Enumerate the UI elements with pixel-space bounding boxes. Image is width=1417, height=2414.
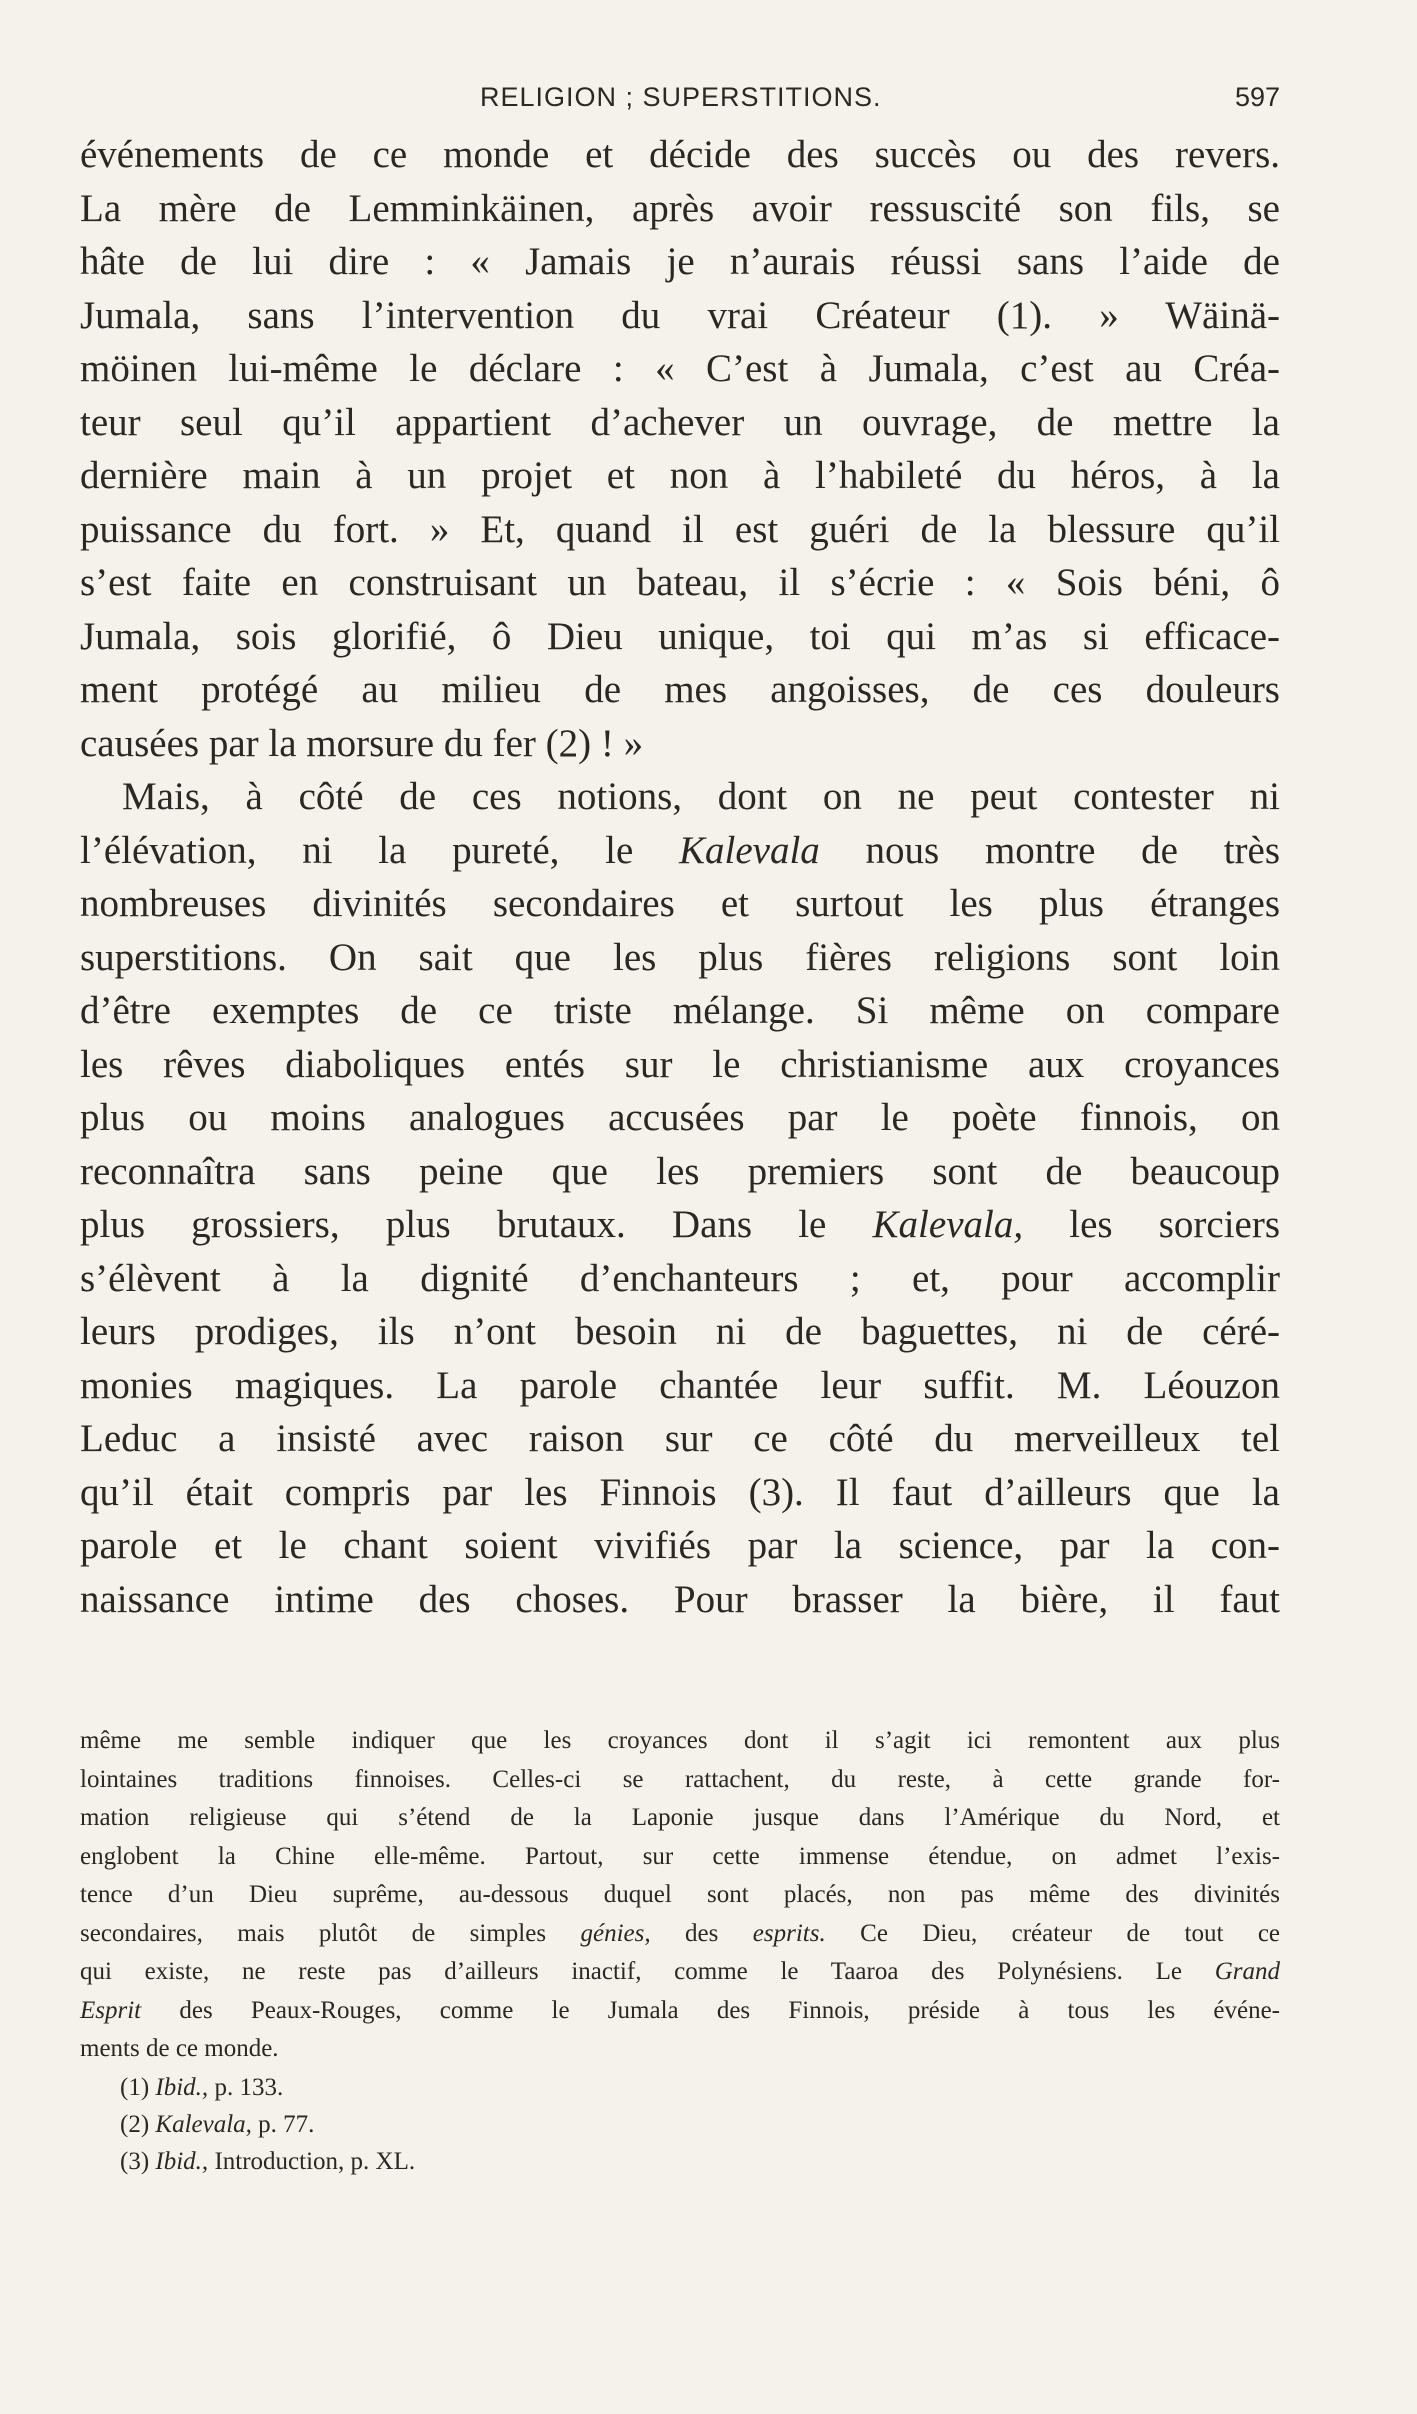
- main-text: [80, 128, 1280, 1626]
- footnote-line: [80, 1915, 1280, 1954]
- text-line: La mère de Lemminkäinen, après avoir ressuscité son fils, se: [80, 186, 1280, 230]
- page-number: 597: [1234, 82, 1280, 112]
- text-line: s’élèvent à la dignité d’enchanteurs ; et, pour accomplir: [80, 1256, 1280, 1300]
- italic-word: esprits.: [752, 1919, 826, 1947]
- running-title: RELIGION ; SUPERSTITIONS.: [480, 82, 882, 112]
- italic-word: Esprit: [80, 1996, 142, 2024]
- text-segment: des: [685, 1919, 719, 1947]
- text-line: teur seul qu’il appartient d’achever un ouvrage, de mettre la: [80, 400, 1280, 444]
- text-line: [80, 1198, 1280, 1252]
- footnote-text: Introduction, p. XL.: [214, 2147, 416, 2175]
- footnote-1: [80, 2069, 1280, 2106]
- footnote-line: [80, 1953, 1280, 1992]
- italic-word: Grand: [1214, 1958, 1281, 1985]
- text-line: s’est faite en construisant un bateau, il s’écrie : « Sois béni, ô: [80, 561, 1280, 604]
- footnote-line: tence d’un Dieu suprême, au-dessous duquel sont placés, non pas même des divinités: [80, 1881, 1280, 1908]
- footnote-2: [80, 2106, 1280, 2143]
- text-line: superstitions. On sait que les plus fières religions sont loin: [80, 935, 1280, 979]
- footnote-marker: (3): [120, 2147, 150, 2175]
- footnote-line: englobent la Chine elle-même. Partout, sur cette immense étendue, on admet l’exis-: [80, 1842, 1280, 1870]
- text-line: causées par la morsure du fer (2) ! »: [80, 721, 644, 765]
- text-line: [80, 824, 1280, 878]
- text-line: leurs prodiges, ils n’ont besoin ni de baguettes, ni de céré-: [80, 1310, 1280, 1353]
- text-segment: Ce Dieu, créateur de tout ce: [860, 1919, 1281, 1947]
- text-line: monies magiques. La parole chantée leur suffit. M. Léouzon: [80, 1363, 1280, 1407]
- footnote-source: Ibid.,: [155, 2147, 209, 2175]
- footnote-line: ments de ce monde.: [80, 2035, 279, 2062]
- text-line: reconnaîtra sans peine que les premiers sont de beaucoup: [80, 1149, 1280, 1193]
- text-line: Jumala, sois glorifié, ô Dieu unique, toi qui m’as si efficace-: [80, 614, 1280, 658]
- italic-word: génies,: [580, 1919, 651, 1947]
- text-line: les rêves diaboliques entés sur le christianisme aux croyances: [80, 1042, 1280, 1086]
- footnote-line: [80, 1992, 1280, 2031]
- italic-title: Kalevala: [679, 828, 820, 872]
- text-line: qu’il était compris par les Finnois (3). Il faut d’ailleurs que la: [80, 1470, 1280, 1514]
- text-segment: les sorciers: [1069, 1203, 1281, 1246]
- text-line: plus ou moins analogues accusées par le poète finnois, on: [80, 1096, 1280, 1139]
- text-line: puissance du fort. » Et, quand il est guéri de la blessure qu’il: [80, 507, 1280, 551]
- footnote-line: mation religieuse qui s’étend de la Laponie jusque dans l’Amérique du Nord, et: [80, 1804, 1280, 1831]
- text-segment: nous montre de très: [865, 828, 1281, 872]
- text-segment: secondaires, mais plutôt de simples: [80, 1919, 547, 1947]
- text-line: naissance intime des choses. Pour brasser la bière, il faut: [80, 1577, 1280, 1621]
- footnote-3: [80, 2143, 1280, 2180]
- text-line: hâte de lui dire : « Jamais je n’aurais réussi sans l’aide de: [80, 240, 1280, 283]
- footnote-line: même me semble indiquer que les croyances dont il s’agit ici remontent aux plus: [80, 1727, 1280, 1754]
- text-line: möinen lui-même le déclare : « C’est à Jumala, c’est au Créa-: [80, 347, 1280, 390]
- text-line: Mais, à côté de ces notions, dont on ne peut contester ni: [122, 775, 1280, 818]
- text-line: ment protégé au milieu de mes angoisses, de ces douleurs: [80, 668, 1280, 711]
- text-segment: l’élévation, ni la pureté, le: [80, 828, 634, 872]
- italic-title: Kalevala,: [872, 1203, 1024, 1246]
- text-line: Jumala, sans l’intervention du vrai Créateur (1). » Wäinä-: [80, 293, 1280, 337]
- text-line: parole et le chant soient vivifiés par la science, par la con-: [80, 1524, 1280, 1567]
- footnote-line: lointaines traditions finnoises. Celles-ci se rattachent, du reste, à cette grande for-: [80, 1765, 1280, 1793]
- page-header: [80, 82, 1280, 122]
- text-segment: plus grossiers, plus brutaux. Dans le: [80, 1203, 827, 1246]
- text-line: nombreuses divinités secondaires et surtout les plus étranges: [80, 882, 1280, 925]
- footnote-source: Ibid.,: [155, 2073, 209, 2101]
- footnote-text: p. 77.: [258, 2110, 315, 2138]
- footnote-marker: (2): [120, 2110, 150, 2138]
- text-segment: des Peaux-Rouges, comme le Jumala des Finnois, préside à tous les événe-: [179, 1996, 1281, 2024]
- footnotes: [80, 1722, 1280, 2180]
- footnote-marker: (1): [120, 2073, 150, 2101]
- text-line: événements de ce monde et décide des succès ou des revers.: [80, 133, 1280, 176]
- text-line: dernière main à un projet et non à l’habileté du héros, à la: [80, 454, 1280, 497]
- footnote-text: p. 133.: [214, 2073, 284, 2101]
- text-line: Leduc a insisté avec raison sur ce côté du merveilleux tel: [80, 1417, 1280, 1460]
- text-segment: qui existe, ne reste pas d’ailleurs inactif, comme le Taaroa des Polynésiens. Le: [80, 1958, 1182, 1985]
- footnote-source: Kalevala,: [155, 2110, 252, 2138]
- text-line: d’être exemptes de ce triste mélange. Si même on compare: [80, 989, 1280, 1032]
